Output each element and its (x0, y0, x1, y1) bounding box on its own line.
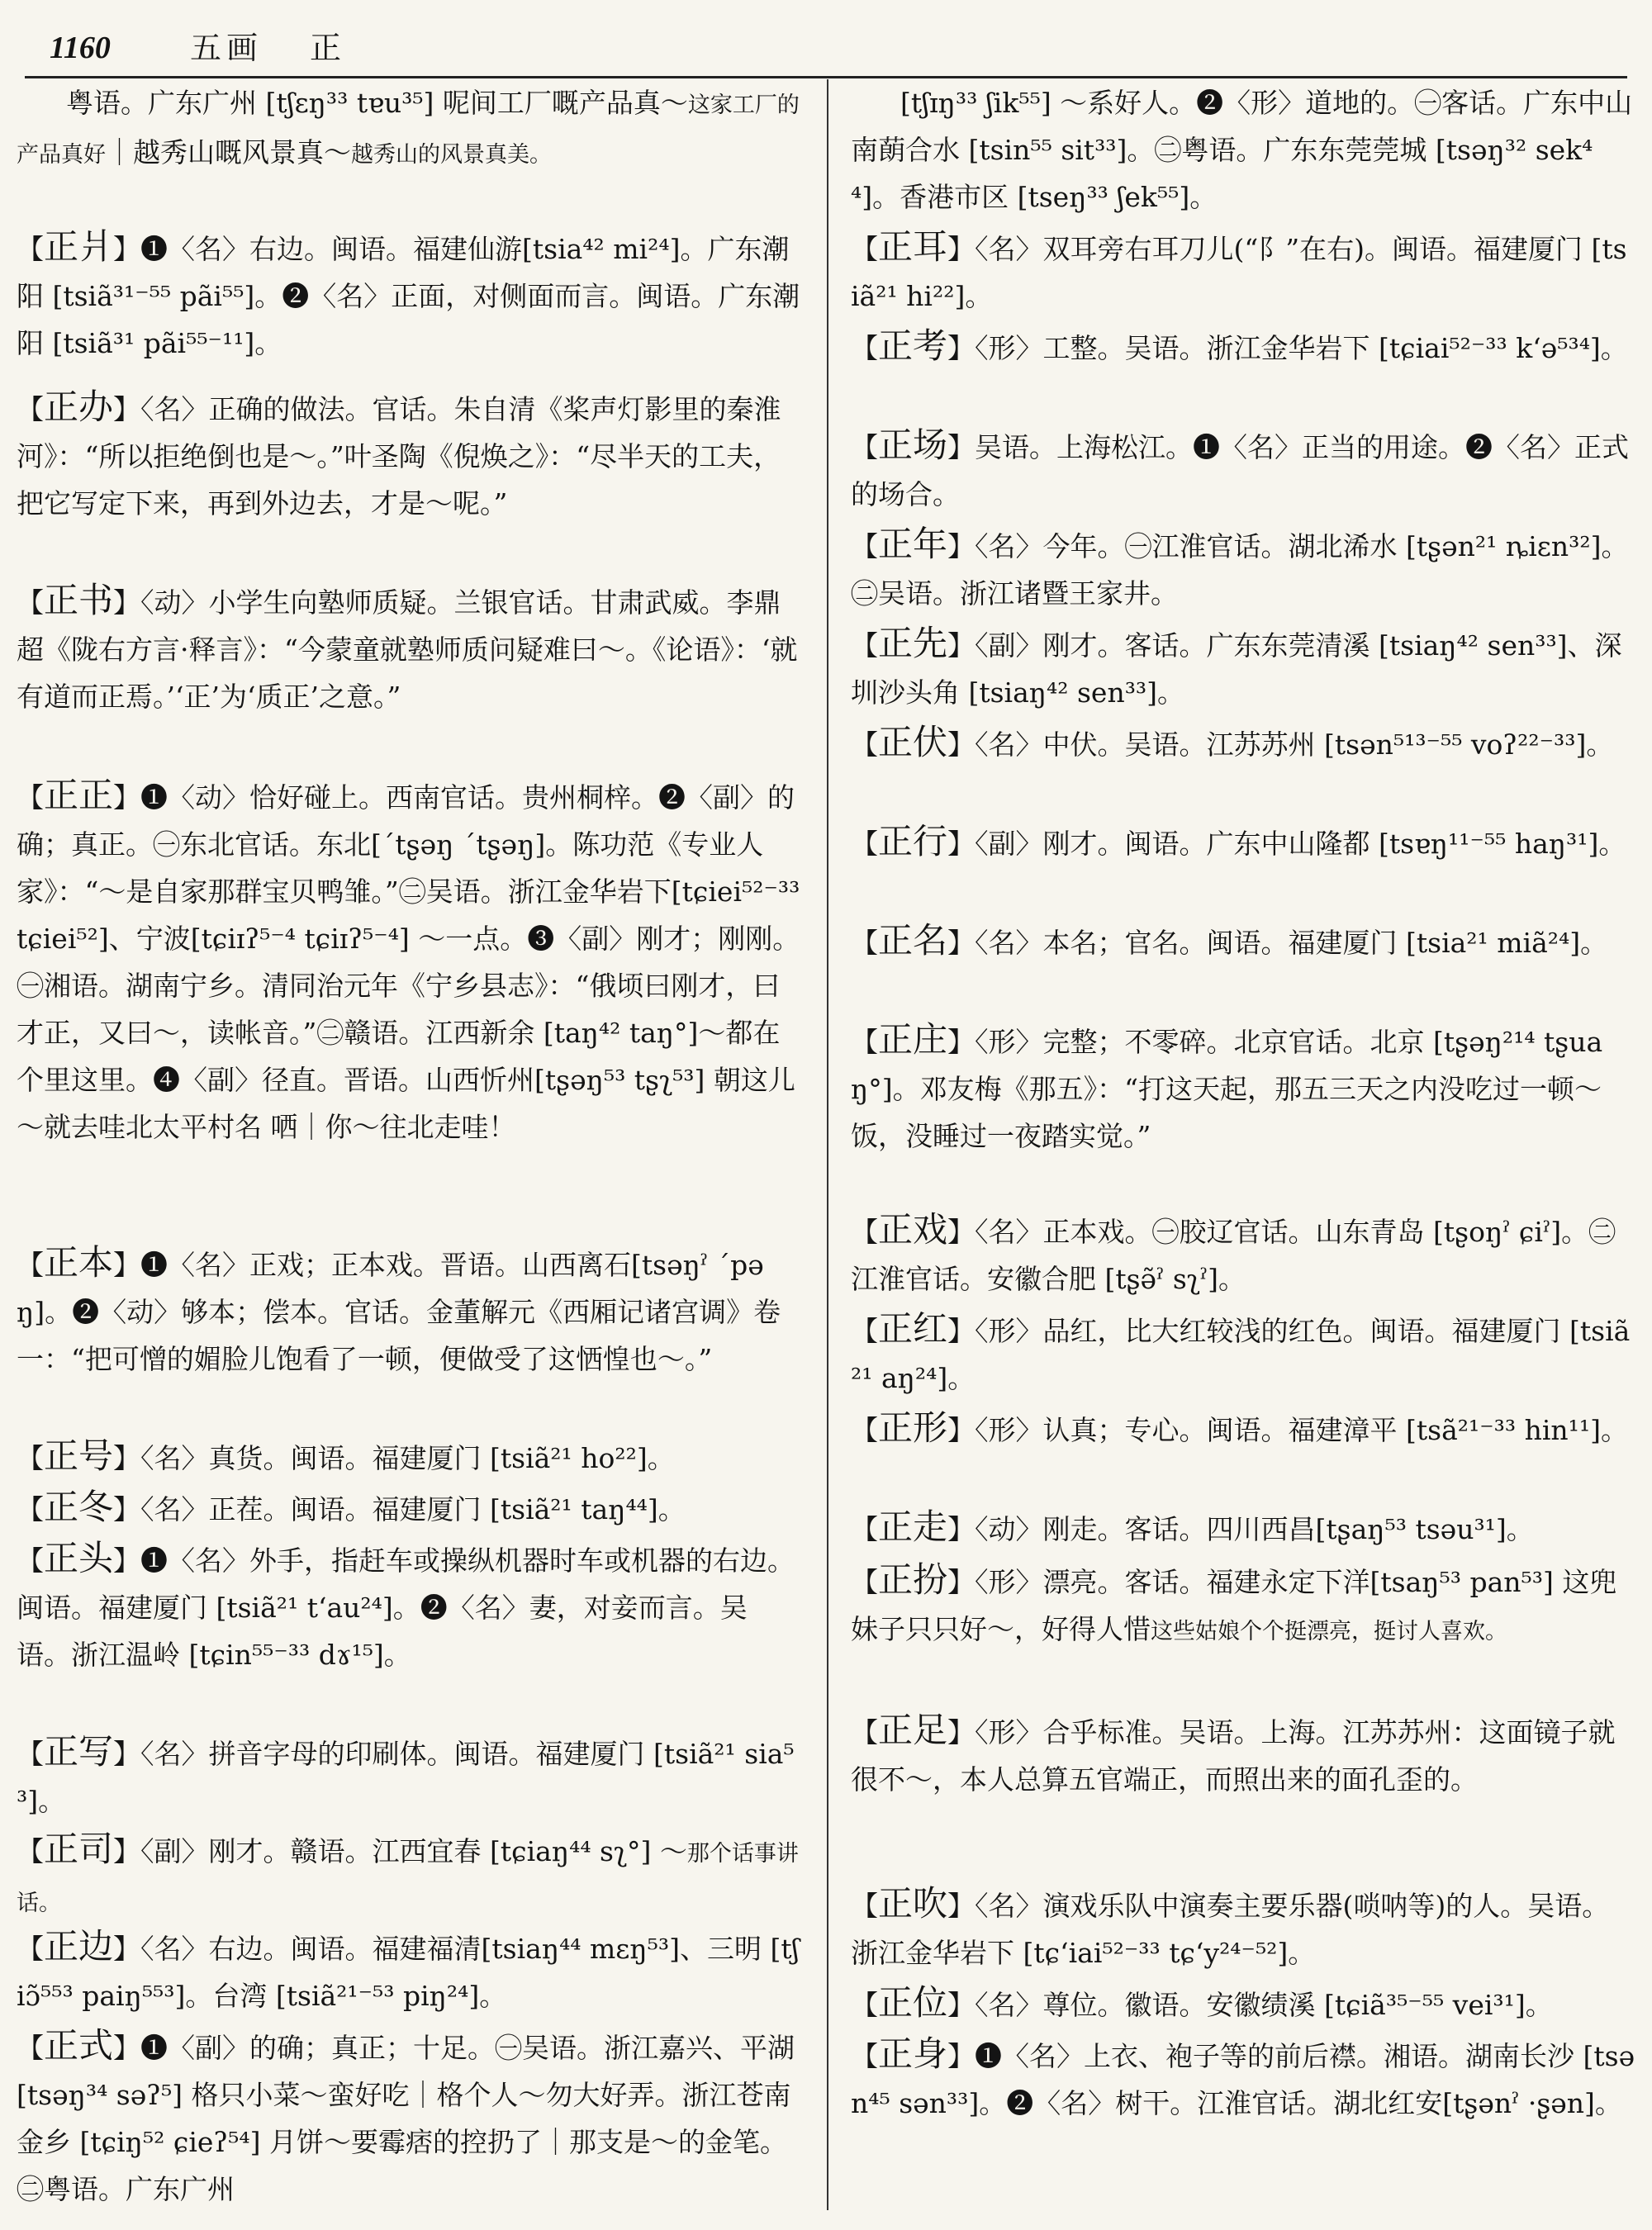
page-number: 1160 (50, 31, 111, 65)
entry: 【正红】〈形〉品红，比大红较浅的红色。闽语。福建厦门 [tsiã²¹ aŋ²⁴]。 (851, 1308, 1631, 1394)
entry-body: 〈名〉演戏乐队中演奏主要乐器(唢呐等)的人。吴语。浙江金华岩下 [tɕʻiai⁵²⁻³³ tɕʻy²⁴⁻⁵²]。 (851, 1890, 1610, 1969)
headword: 正号 (44, 1435, 114, 1476)
entry-body: [tʃɪŋ³³ ʃik⁵⁵] ～系好人。❷〈形〉道地的。㊀客话。广东中山南蓢合水 [tsin⁵⁵ sit³³]。㊁粤语。广东东莞莞城 [tsəŋ³² sek⁴⁴]。香港市区 [tseŋ³³ ʃek⁵⁵]。 (851, 87, 1633, 213)
entry: 【正形】〈形〉认真；专心。闽语。福建漳平 [tsã²¹⁻³³ hin¹¹]。 (851, 1407, 1628, 1448)
headword: 正办 (44, 387, 114, 427)
entry-body: 〈名〉真货。闽语。福建厦门 [tsiã²¹ ho²²]。 (140, 1442, 675, 1474)
entry-body: 〈名〉正确的做法。官话。朱自清《桨声灯影里的秦淮河》：“所以拒绝倒也是～。”叶圣陶《倪焕之》：“尽半天的工夫，把它写定下来，再到外边去，才是～呢。” (17, 393, 781, 520)
entry: 【正号】〈名〉真货。闽语。福建厦门 [tsiã²¹ ho²²]。 (17, 1435, 675, 1476)
entry-body: 〈名〉右边。闽语。福建福清[tsiaŋ⁴⁴ mɛŋ⁵³]、三明 [tʃiɔ̃⁵⁵³ paiŋ⁵⁵³]。台湾 [tsiã²¹⁻⁵³ piŋ²⁴]。 (17, 1933, 800, 2012)
headword: 正耳 (878, 226, 948, 267)
entry: 【正扮】〈形〉漂亮。客话。福建永定下洋[tsaŋ⁵³ pan⁵³] 这兜妹子只只好～，好得人惜这些姑娘个个挺漂亮，挺讨人喜欢。 (851, 1559, 1617, 1645)
entry-body: ❶〈动〉恰好碰上。西南官话。贵州桐梓。❷〈副〉的确；真正。㊀东北官话。东北[ˊtʂəŋ ˊtʂəŋ]。陈功范《专业人家》：“～是自家那群宝贝鸭雏。”㊁吴语。浙江金华岩下[tɕiei⁵²⁻³³ tɕiei⁵²]、宁波[tɕiɪʔ⁵⁻⁴ tɕiɪʔ⁵⁻⁴] ～一点。❸〈副〉刚才；刚刚。㊀湘语。湖南宁乡。清同治元年《宁乡县志》：“俄顷曰刚才，曰才正，又曰～，读帐音。”㊁赣语。江西新余 [taŋ⁴² taŋ°]～都在个里这里。❹〈副〉径直。晋语。山西忻州[tʂəŋ⁵³ tʂʅ⁵³] 朝这儿～就去哇北太平村名 哂｜你～往北走哇！ (17, 781, 800, 1143)
headword: 正头 (44, 1538, 114, 1578)
entry-body: ❶〈名〉上衣、袍子等的前后襟。湘语。湖南长沙 [tsən⁴⁵ sən³³]。❷〈名〉树干。江淮官话。湖北红安[tʂənˀ ·ʂən]。 (851, 2040, 1635, 2119)
entry-body: ❶〈名〉正戏；正本戏。晋语。山西离石[tsəŋˀ ˊpəŋ]。❷〈动〉够本；偿本。官话。金董解元《西厢记诸宫调》卷一：“把可憎的媚脸儿饱看了一顿，便做受了这恓惶也～。” (17, 1249, 781, 1375)
entry-body: 〈形〉品红，比大红较浅的红色。闽语。福建厦门 [tsiã²¹ aŋ²⁴]。 (851, 1315, 1631, 1394)
headword: 正边 (44, 1926, 114, 1967)
entry-body: 〈名〉拼音字母的印刷体。闽语。福建厦门 [tsiã²¹ sia⁵³]。 (17, 1738, 795, 1817)
header-rule (25, 76, 1627, 78)
headword: 正扮 (878, 1559, 948, 1600)
headword: 正先 (878, 623, 948, 663)
entry: 【正司】〈副〉刚才。赣语。江西宜春 [tɕiaŋ⁴⁴ sʅ°] ～那个话事讲话。 (17, 1829, 799, 1916)
entry-body: 〈副〉刚才。赣语。江西宜春 [tɕiaŋ⁴⁴ sʅ°] ～ (140, 1835, 687, 1867)
headword: 正红 (878, 1308, 948, 1349)
entry: 【正考】〈形〉工整。吴语。浙江金华岩下 [tɕiai⁵²⁻³³ kʻə⁵³⁴]。 (851, 325, 1628, 366)
entry-body: 粤语。广东广州 [tʃɛŋ³³ tɐu³⁵] 呢间工厂嘅产品真～ (66, 87, 688, 119)
entry-body: 〈动〉刚走。客话。四川西昌[tʂaŋ⁵³ tsəu³¹]。 (975, 1513, 1534, 1545)
headword: 正冬 (44, 1487, 114, 1527)
entry-body: 〈形〉漂亮。客话。福建永定下洋[tsaŋ⁵³ pan⁵³] 这兜妹子只只好～，好得人惜 (851, 1566, 1617, 1645)
entry: 【正办】〈名〉正确的做法。官话。朱自清《桨声灯影里的秦淮河》：“所以拒绝倒也是～。”叶圣陶《倪焕之》：“尽半天的工夫，把它写定下来，再到外边去，才是～呢。” (17, 387, 781, 520)
example-gloss: 那个话事讲话。 (17, 1841, 799, 1916)
headword: 正庄 (878, 1019, 948, 1060)
entry: 【正场】吴语。上海松江。❶〈名〉正当的用途。❷〈名〉正式的场合。 (851, 425, 1630, 510)
page-header (50, 23, 1611, 73)
entry: 【正足】〈形〉合乎标准。吴语。上海。江苏苏州：这面镜子就很不～，本人总算五官端正，而照出来的面孔歪的。 (851, 1710, 1616, 1796)
entry-continued (17, 79, 801, 178)
entry-body: 〈形〉合乎标准。吴语。上海。江苏苏州：这面镜子就很不～，本人总算五官端正，而照出来的面孔歪的。 (851, 1716, 1616, 1796)
entry-continued (851, 79, 1635, 221)
radical-heading: 正 (310, 30, 342, 66)
entry-body: 〈形〉工整。吴语。浙江金华岩下 [tɕiai⁵²⁻³³ kʻə⁵³⁴]。 (975, 332, 1628, 364)
entry-body: ❶〈名〉外手，指赶车或操纵机器时车或机器的右边。闽语。福建厦门 [tsiã²¹ tʻau²⁴]。❷〈名〉妻，对妾而言。吴语。浙江温岭 [tɕin⁵⁵⁻³³ dɤ¹⁵]。 (17, 1544, 795, 1671)
entry-body: 〈副〉刚才。闽语。广东中山隆都 [tsɐŋ¹¹⁻⁵⁵ haŋ³¹]。 (975, 828, 1626, 860)
headword: 正名 (878, 920, 948, 961)
entry-body: 〈名〉尊位。徽语。安徽绩溪 [tɕiã³⁵⁻⁵⁵ vei³¹]。 (975, 1989, 1553, 2021)
example-gloss: 这家工厂的产品真好 (17, 93, 800, 168)
section-heading: 五画 (190, 30, 263, 66)
headword: 正形 (878, 1407, 948, 1448)
entry-body: 〈名〉正茬。闽语。福建厦门 [tsiã²¹ taŋ⁴⁴]。 (140, 1493, 686, 1525)
entry-body: ❶〈副〉的确；真正；十足。㊀吴语。浙江嘉兴、平湖 [tsəŋ³⁴ səʔ⁵] 格只小菜～蛮好吃｜格个人～勿大好弄。浙江苍南金乡 [tɕiŋ⁵² ɕieʔ⁵⁴] 月饼～要霉痞的控扔了｜那支是～的金笔。㊁粤语。广东广州 (17, 2032, 795, 2205)
headword: 正身 (878, 2033, 948, 2074)
example-gloss: 这些姑娘个个挺漂亮，挺讨人喜欢。 (1151, 1619, 1507, 1644)
entry: 【正戏】〈名〉正本戏。㊀胶辽官话。山东青岛 [tʂoŋˀ ɕiˀ]。㊁江淮官话。安徽合肥 [tʂə̃ˀ sʅˀ]。 (851, 1209, 1616, 1295)
entry-body: 〈名〉中伏。吴语。江苏苏州 [tsən⁵¹³⁻⁵⁵ voʔ²²⁻³³]。 (975, 728, 1614, 761)
headword: 正爿 (44, 226, 114, 267)
entry: 【正先】〈副〉刚才。客话。广东东莞清溪 [tsiaŋ⁴² sen³³]、深圳沙头角 [tsiaŋ⁴² sen³³]。 (851, 623, 1622, 709)
entry: 【正位】〈名〉尊位。徽语。安徽绩溪 [tɕiã³⁵⁻⁵⁵ vei³¹]。 (851, 1982, 1553, 2023)
headword: 正年 (878, 524, 948, 564)
headword: 正行 (878, 821, 948, 861)
headword: 正走 (878, 1506, 948, 1547)
headword: 正式 (44, 2025, 114, 2066)
headword: 正位 (878, 1982, 948, 2023)
headword: 正足 (878, 1710, 948, 1750)
entry: 【正写】〈名〉拼音字母的印刷体。闽语。福建厦门 [tsiã²¹ sia⁵³]。 (17, 1731, 795, 1817)
entry: 【正爿】❶〈名〉右边。闽语。福建仙游[tsia⁴² mi²⁴]。广东潮阳 [tsiã³¹⁻⁵⁵ pãi⁵⁵]。❷〈名〉正面，对侧面而言。闽语。广东潮阳 [tsiã³¹ pãi⁵⁵⁻¹¹]。 (17, 226, 800, 359)
headword: 正正 (44, 775, 114, 815)
entry: 【正走】〈动〉刚走。客话。四川西昌[tʂaŋ⁵³ tsəu³¹]。 (851, 1506, 1534, 1547)
headword: 正写 (44, 1731, 114, 1772)
entry: 【正庄】〈形〉完整；不零碎。北京官话。北京 [tʂəŋ²¹⁴ tʂuaŋ°]。邓友梅《那五》：“打这天起，那五三天之内没吃过一顿～饭，没睡过一夜踏实觉。” (851, 1019, 1603, 1152)
headword: 正伏 (878, 722, 948, 762)
headword: 正戏 (878, 1209, 948, 1250)
entry: 【正行】〈副〉刚才。闽语。广东中山隆都 [tsɐŋ¹¹⁻⁵⁵ haŋ³¹]。 (851, 821, 1626, 861)
entry-body: 〈副〉刚才。客话。广东东莞清溪 [tsiaŋ⁴² sen³³]、深圳沙头角 [tsiaŋ⁴² sen³³]。 (851, 629, 1622, 709)
headword: 正场 (878, 425, 948, 465)
headword: 正吹 (878, 1883, 948, 1924)
entry: 【正耳】〈名〉双耳旁右耳刀儿(“阝”在右)。闽语。福建厦门 [tsiã²¹ hi²²]。 (851, 226, 1627, 312)
entry: 【正身】❶〈名〉上衣、袍子等的前后襟。湘语。湖南长沙 [tsən⁴⁵ sən³³]。❷〈名〉树干。江淮官话。湖北红安[tʂənˀ ·ʂən]。 (851, 2033, 1635, 2119)
entry: 【正年】〈名〉今年。㊀江淮官话。湖北浠水 [tʂən²¹ ȵiɛn³²]。㊁吴语。浙江诸暨王家井。 (851, 524, 1629, 610)
entry-body: 〈名〉正本戏。㊀胶辽官话。山东青岛 [tʂoŋˀ ɕiˀ]。㊁江淮官话。安徽合肥 [tʂə̃ˀ sʅˀ]。 (851, 1216, 1616, 1295)
entry-body: 〈形〉完整；不零碎。北京官话。北京 [tʂəŋ²¹⁴ tʂuaŋ°]。邓友梅《那五》：“打这天起，那五三天之内没吃过一顿～饭，没睡过一夜踏实觉。” (851, 1026, 1603, 1152)
entry-body: 〈动〉小学生向塾师质疑。兰银官话。甘肃武威。李鼎超《陇右方言·释言》：“今蒙童就塾师质问疑难曰～。《论语》：‘就有道而正焉。’‘正’为‘质正’之意。” (17, 586, 798, 713)
entry-body: 〈名〉今年。㊀江淮官话。湖北浠水 [tʂən²¹ ȵiɛn³²]。㊁吴语。浙江诸暨王家井。 (851, 530, 1629, 610)
headword: 正司 (44, 1829, 114, 1869)
entry: 【正名】〈名〉本名；官名。闽语。福建厦门 [tsia²¹ miã²⁴]。 (851, 920, 1608, 961)
entry: 【正书】〈动〉小学生向塾师质疑。兰银官话。甘肃武威。李鼎超《陇右方言·释言》：“今蒙童就塾师质问疑难曰～。《论语》：‘就有道而正焉。’‘正’为‘质正’之意。” (17, 580, 798, 713)
entry-body: 吴语。上海松江。❶〈名〉正当的用途。❷〈名〉正式的场合。 (851, 431, 1630, 510)
entry: 【正本】❶〈名〉正戏；正本戏。晋语。山西离石[tsəŋˀ ˊpəŋ]。❷〈动〉够本；偿本。官话。金董解元《西厢记诸宫调》卷一：“把可憎的媚脸儿饱看了一顿，便做受了这恓惶也～。” (17, 1242, 781, 1375)
column-divider (827, 79, 828, 2210)
entry: 【正正】❶〈动〉恰好碰上。西南官话。贵州桐梓。❷〈副〉的确；真正。㊀东北官话。东北[ˊtʂəŋ ˊtʂəŋ]。陈功范《专业人家》：“～是自家那群宝贝鸭雏。”㊁吴语。浙江金华岩下[tɕiei⁵²⁻³³ tɕiei⁵²]、宁波[tɕiɪʔ⁵⁻⁴ tɕiɪʔ⁵⁻⁴] ～一点。❸〈副〉刚才；刚刚。㊀湘语。湖南宁乡。清同治元年《宁乡县志》：“俄顷曰刚才，曰才正，又曰～，读帐音。”㊁赣语。江西新余 [taŋ⁴² taŋ°]～都在个里这里。❹〈副〉径直。晋语。山西忻州[tʂəŋ⁵³ tʂʅ⁵³] 朝这儿～就去哇北太平村名 哂｜你～往北走哇！ (17, 775, 800, 1143)
entry: 【正式】❶〈副〉的确；真正；十足。㊀吴语。浙江嘉兴、平湖 [tsəŋ³⁴ səʔ⁵] 格只小菜～蛮好吃｜格个人～勿大好弄。浙江苍南金乡 [tɕiŋ⁵² ɕieʔ⁵⁴] 月饼～要霉痞的控扔了｜那支是～的金笔。㊁粤语。广东广州 (17, 2025, 795, 2205)
entry-body: 〈形〉认真；专心。闽语。福建漳平 [tsã²¹⁻³³ hin¹¹]。 (975, 1414, 1628, 1446)
example-gloss: 越秀山的风景真美。 (351, 142, 552, 168)
entry-body: 〈名〉双耳旁右耳刀儿(“阝”在右)。闽语。福建厦门 [tsiã²¹ hi²²]。 (851, 233, 1627, 312)
headword: 正考 (878, 325, 948, 366)
entry-body: ❶〈名〉右边。闽语。福建仙游[tsia⁴² mi²⁴]。广东潮阳 [tsiã³¹⁻⁵⁵ pãi⁵⁵]。❷〈名〉正面，对侧面而言。闽语。广东潮阳 [tsiã³¹ pãi⁵⁵⁻¹¹]。 (17, 233, 800, 359)
entry-body: 〈名〉本名；官名。闽语。福建厦门 [tsia²¹ miã²⁴]。 (975, 927, 1608, 959)
headword: 正书 (44, 580, 114, 620)
entry: 【正冬】〈名〉正茬。闽语。福建厦门 [tsiã²¹ taŋ⁴⁴]。 (17, 1487, 686, 1527)
entry: 【正头】❶〈名〉外手，指赶车或操纵机器时车或机器的右边。闽语。福建厦门 [tsiã²¹ tʻau²⁴]。❷〈名〉妻，对妾而言。吴语。浙江温岭 [tɕin⁵⁵⁻³³ dɤ¹⁵]。 (17, 1538, 795, 1671)
entry: 【正伏】〈名〉中伏。吴语。江苏苏州 [tsən⁵¹³⁻⁵⁵ voʔ²²⁻³³]。 (851, 722, 1614, 762)
entry-body: ｜越秀山嘅风景真～ (106, 136, 351, 168)
entry: 【正边】〈名〉右边。闽语。福建福清[tsiaŋ⁴⁴ mɛŋ⁵³]、三明 [tʃiɔ̃⁵⁵³ paiŋ⁵⁵³]。台湾 [tsiã²¹⁻⁵³ piŋ²⁴]。 (17, 1926, 800, 2012)
entry: 【正吹】〈名〉演戏乐队中演奏主要乐器(唢呐等)的人。吴语。浙江金华岩下 [tɕʻiai⁵²⁻³³ tɕʻy²⁴⁻⁵²]。 (851, 1883, 1610, 1969)
headword: 正本 (44, 1242, 114, 1283)
